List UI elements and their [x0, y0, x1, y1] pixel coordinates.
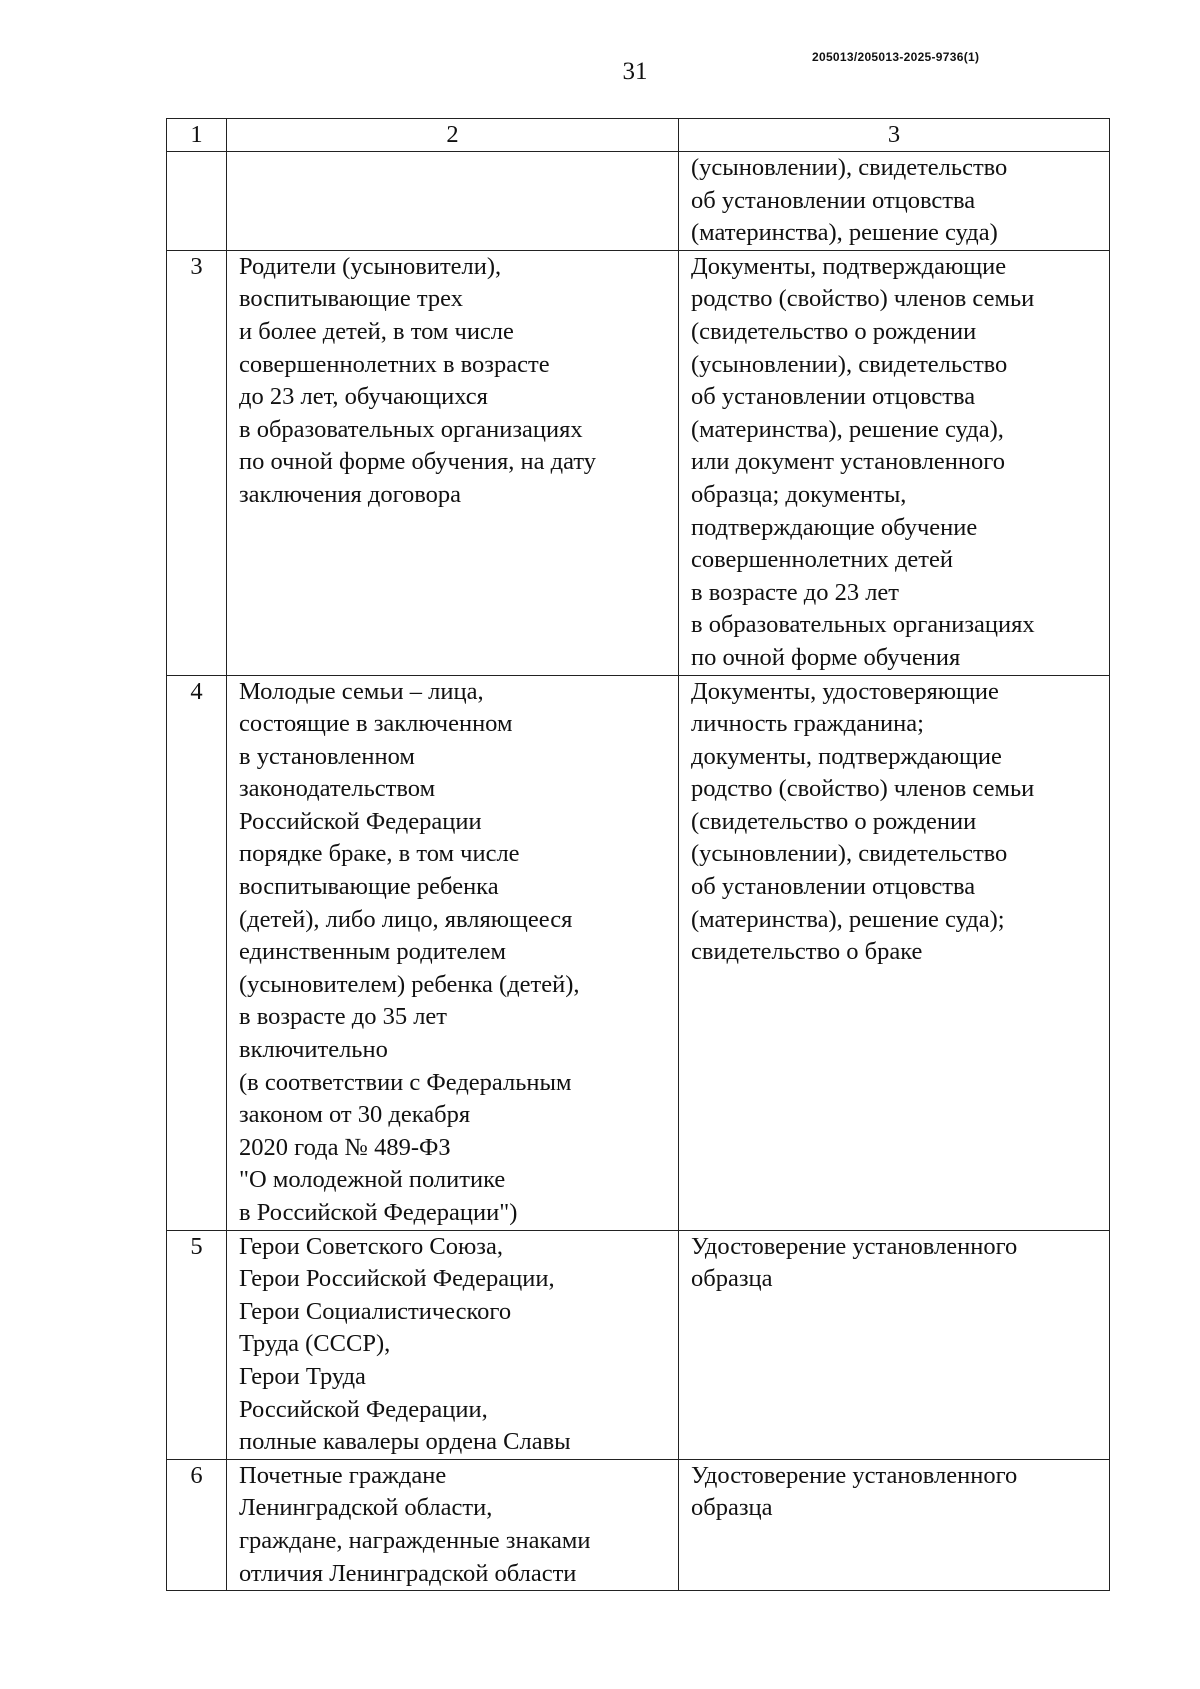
category-line: "О молодежной политике [239, 1166, 506, 1194]
documents-line: Удостоверение установленного [691, 1232, 1018, 1260]
documents-line: Документы, подтверждающие [691, 252, 1007, 280]
documents-line: (свидетельство о рождении [691, 317, 977, 345]
row-number: 6 [167, 1459, 227, 1590]
documents-line: (материнства), решение суда) [691, 219, 998, 247]
category-cell [227, 1459, 679, 1590]
category-line: по очной форме обучения, на дату [239, 448, 596, 476]
category-line: Молодые семьи – лица, [239, 677, 484, 705]
table-row [167, 675, 1110, 1230]
documents-cell [679, 1459, 1110, 1590]
documents-cell [679, 675, 1110, 1230]
documents-line: Документы, удостоверяющие [691, 677, 999, 705]
page-number: 31 [622, 58, 648, 85]
category-line: совершеннолетних в возрасте [239, 350, 550, 378]
table-header [167, 119, 1110, 152]
documents-line: документы, подтверждающие [691, 742, 1002, 770]
documents-line: (материнства), решение суда), [691, 415, 1004, 443]
category-line: законом от 30 декабря [239, 1101, 471, 1129]
documents-line: об установлении отцовства [691, 873, 976, 901]
column-header-3: 3 [679, 119, 1110, 152]
category-line: единственным родителем [239, 938, 506, 966]
category-line: до 23 лет, обучающихся [239, 383, 488, 411]
table-header-row [167, 119, 1110, 152]
table-row [167, 152, 1110, 251]
table-row [167, 1230, 1110, 1459]
documents-cell [679, 152, 1110, 251]
documents-cell [679, 250, 1110, 675]
documents-line: совершеннолетних детей [691, 546, 953, 574]
documents-line: (усыновлении), свидетельство [691, 840, 1008, 868]
category-line: воспитывающие ребенка [239, 873, 499, 901]
category-cell [227, 1230, 679, 1459]
column-header-1: 1 [167, 119, 227, 152]
category-cell [227, 675, 679, 1230]
category-line: полные кавалеры ордена Славы [239, 1428, 571, 1456]
documents-line: или документ установленного [691, 448, 1005, 476]
category-line: отличия Ленинградской области [239, 1559, 577, 1587]
category-line: 2020 года № 489-ФЗ [239, 1133, 451, 1161]
category-line: Родители (усыновители), [239, 252, 502, 280]
documents-line: образца; документы, [691, 480, 907, 508]
table-row [167, 250, 1110, 675]
category-line: (усыновителем) ребенка (детей), [239, 970, 580, 998]
category-line: Труда (СССР), [239, 1330, 391, 1358]
documents-line: родство (свойство) членов семьи [691, 775, 1035, 803]
documents-line: (усыновлении), свидетельство [691, 350, 1008, 378]
category-line: в Российской Федерации") [239, 1199, 518, 1226]
category-line: Российской Федерации, [239, 1395, 488, 1423]
category-line: Почетные граждане [239, 1461, 447, 1489]
documents-line: в образовательных организациях [691, 611, 1035, 639]
document-id: 205013/205013-2025-9736(1) [812, 50, 980, 64]
category-line: граждане, награжденные знаками [239, 1526, 591, 1554]
row-number [167, 152, 227, 251]
category-cell [227, 250, 679, 675]
row-number: 5 [167, 1230, 227, 1459]
column-header-2: 2 [227, 119, 679, 152]
documents-line: (материнства), решение суда); [691, 905, 1005, 933]
category-line: включительно [239, 1036, 388, 1064]
documents-line: (усыновлении), свидетельство [691, 154, 1008, 181]
category-line: заключения договора [239, 480, 462, 508]
documents-line: об установлении отцовства [691, 383, 976, 411]
documents-line: в возрасте до 23 лет [691, 578, 899, 606]
category-line: (детей), либо лицо, являющееся [239, 905, 573, 933]
category-line: и более детей, в том числе [239, 317, 514, 345]
category-line: Герои Советского Союза, [239, 1232, 503, 1260]
documents-line: об установлении отцовства [691, 186, 976, 214]
category-line: (в соответствии с Федеральным [239, 1068, 572, 1096]
documents-line: Удостоверение установленного [691, 1461, 1018, 1489]
table-body [167, 152, 1110, 1591]
documents-line: свидетельство о браке [691, 938, 923, 966]
category-line: Герои Труда [239, 1362, 366, 1390]
documents-line: образца [691, 1265, 773, 1293]
documents-line: (свидетельство о рождении [691, 807, 977, 835]
documents-line: родство (свойство) членов семьи [691, 285, 1035, 313]
documents-line: по очной форме обучения [691, 643, 961, 671]
category-line: Герои Социалистического [239, 1297, 512, 1325]
documents-cell [679, 1230, 1110, 1459]
category-line: в установленном [239, 742, 415, 770]
row-number: 3 [167, 250, 227, 675]
documents-line: подтверждающие обучение [691, 513, 978, 541]
category-line: законодательством [239, 775, 436, 803]
category-line: в возрасте до 35 лет [239, 1003, 447, 1031]
document-table [166, 118, 1110, 1591]
category-line: состоящие в заключенном [239, 710, 513, 738]
category-line: воспитывающие трех [239, 285, 463, 313]
category-line: Ленинградской области, [239, 1494, 493, 1522]
category-line: Российской Федерации [239, 807, 482, 835]
category-line: Герои Российской Федерации, [239, 1265, 555, 1293]
category-line: порядке браке, в том числе [239, 840, 520, 868]
row-number: 4 [167, 675, 227, 1230]
category-line: в образовательных организациях [239, 415, 583, 443]
table-row [167, 1459, 1110, 1590]
documents-line: образца [691, 1494, 773, 1522]
category-cell [227, 152, 679, 251]
documents-line: личность гражданина; [691, 710, 924, 738]
